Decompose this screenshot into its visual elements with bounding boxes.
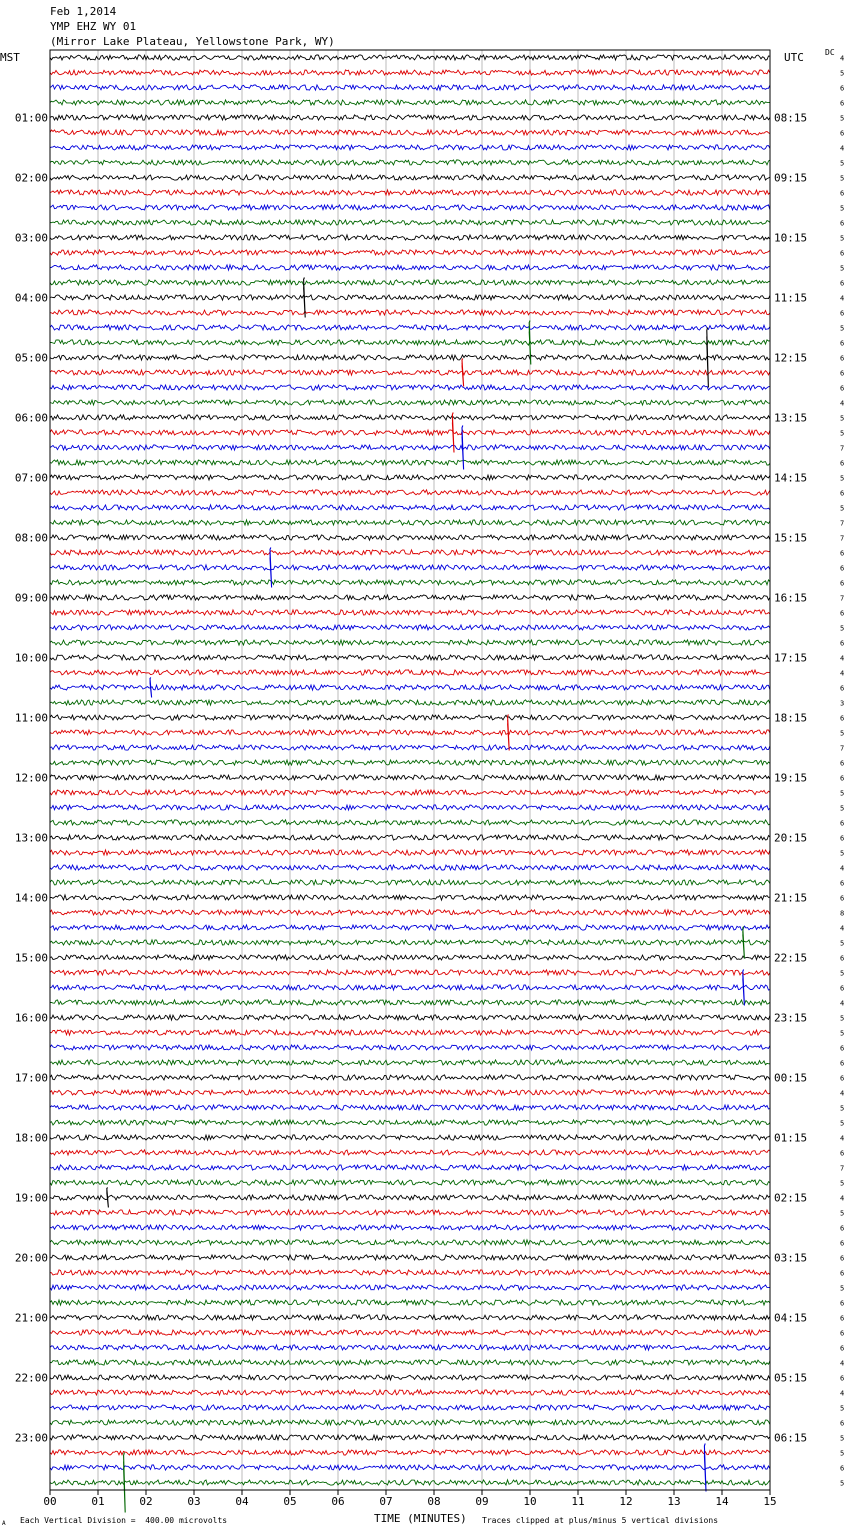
trace-row [50,370,770,375]
dc-value: 6 [840,354,845,363]
dc-value: 6 [840,1344,845,1353]
dc-value: 4 [840,1389,845,1398]
trace-row [50,835,770,840]
dc-value: 7 [840,519,845,528]
dc-value: 6 [840,84,845,93]
trace-row [50,400,770,405]
trace-row [50,145,770,150]
dc-value: 3 [840,699,845,708]
dc-value: 6 [840,189,845,198]
trace-row [50,445,770,450]
dc-value: 5 [840,1479,845,1488]
trace-row [50,1075,770,1080]
trace-row [50,1225,770,1230]
right-hour-label: 02:15 [774,1191,808,1205]
trace-row [50,520,770,525]
dc-value: 5 [840,969,845,978]
dc-value: 6 [840,1464,845,1473]
trace-row [50,1315,770,1320]
trace-row [50,535,770,540]
right-hour-label: 16:15 [774,591,808,605]
dc-value: 5 [840,114,845,123]
dc-value: 5 [840,159,845,168]
dc-value: 6 [840,759,845,768]
trace-row [50,1000,770,1005]
trace-row [50,565,770,570]
trace-row [50,925,770,930]
dc-value: 6 [840,1329,845,1338]
right-hour-label: 13:15 [774,411,808,425]
trace-row [50,115,770,120]
left-hour-label: 07:00 [14,471,48,485]
trace-row [50,670,770,675]
trace-row [50,280,770,285]
trace-row [50,1195,770,1200]
x-tick-label: 04 [235,1495,249,1508]
dc-value: 4 [840,1089,845,1098]
dc-value: 5 [840,1284,845,1293]
trace-row [50,850,770,855]
trace-row [50,235,770,240]
dc-value: 6 [840,1059,845,1068]
trace-row [50,1420,770,1425]
right-hour-label: 05:15 [774,1371,808,1385]
dc-value: 5 [840,429,845,438]
right-hour-label: 20:15 [774,831,808,845]
dc-value: 6 [840,279,845,288]
dc-value: 5 [840,474,845,483]
trace-row [50,1030,770,1035]
right-hour-label: 19:15 [774,771,808,785]
trace-row [50,895,770,900]
trace-row [50,505,770,510]
right-hour-label: 14:15 [774,471,808,485]
trace-row [50,55,770,60]
x-tick-label: 00 [43,1495,57,1508]
x-tick-label: 06 [331,1495,345,1508]
x-tick-label: 13 [667,1495,681,1508]
dc-value: 6 [840,579,845,588]
dc-value: 6 [840,1074,845,1083]
x-tick-label: 09 [475,1495,489,1508]
x-tick-label: 12 [619,1495,633,1508]
left-hour-label: 17:00 [14,1071,48,1085]
trace-row [50,475,770,480]
dc-value: 4 [840,294,845,303]
dc-value: 5 [840,1104,845,1113]
trace-row [50,955,770,960]
dc-value: 6 [840,1269,845,1278]
dc-value: 4 [840,144,845,153]
trace-row [50,415,770,420]
dc-value: 5 [840,789,845,798]
dc-value: 6 [840,1044,845,1053]
left-timezone-label: MST [0,51,20,64]
left-hour-label: 03:00 [14,231,48,245]
dc-value: 6 [840,879,845,888]
trace-row [50,1180,770,1185]
event-spike [124,1453,126,1513]
trace-row [50,295,770,300]
dc-value: 6 [840,564,845,573]
trace-row [50,580,770,585]
dc-value: 5 [840,264,845,273]
right-hour-label: 04:15 [774,1311,808,1325]
dc-value: 4 [840,999,845,1008]
scale-note: Each Vertical Division = 400.00 microvolts [20,1516,228,1525]
dc-value: 6 [840,309,845,318]
trace-row [50,685,770,690]
dc-column-label: DC [825,48,835,57]
dc-value: 6 [840,834,845,843]
trace-row [50,310,770,315]
dc-value: 5 [840,1209,845,1218]
trace-row [50,970,770,975]
dc-value: 6 [840,1224,845,1233]
x-tick-label: 05 [283,1495,297,1508]
trace-row [50,1015,770,1020]
dc-value: 6 [840,639,845,648]
trace-row [50,1060,770,1065]
trace-row [50,340,770,345]
left-hour-label: 02:00 [14,171,48,185]
trace-row [50,1165,770,1170]
trace-row [50,1045,770,1050]
dc-value: 6 [840,549,845,558]
dc-value: 5 [840,234,845,243]
trace-row [50,250,770,255]
dc-value: 6 [840,1299,845,1308]
left-hour-label: 23:00 [14,1431,48,1445]
trace-row [50,355,770,360]
dc-value: 5 [840,939,845,948]
left-hour-label: 20:00 [14,1251,48,1265]
left-hour-label: 12:00 [14,771,48,785]
dc-value: 5 [840,849,845,858]
dc-value: 7 [840,1164,845,1173]
trace-row [50,760,770,765]
dc-value: 5 [840,624,845,633]
left-hour-label: 16:00 [14,1011,48,1025]
trace-row [50,70,770,75]
left-hour-label: 05:00 [14,351,48,365]
right-hour-label: 17:15 [774,651,808,665]
right-hour-label: 08:15 [774,111,808,125]
right-hour-label: 23:15 [774,1011,808,1025]
trace-row [50,1300,770,1305]
dc-value: 5 [840,204,845,213]
trace-row [50,205,770,210]
dc-value: 7 [840,594,845,603]
trace-row [50,490,770,495]
dc-value: 6 [840,774,845,783]
right-hour-label: 10:15 [774,231,808,245]
left-hour-label: 01:00 [14,111,48,125]
trace-row [50,730,770,735]
dc-value: 5 [840,1014,845,1023]
dc-value: 4 [840,669,845,678]
dc-value: 6 [840,819,845,828]
trace-row [50,745,770,750]
trace-row [50,790,770,795]
left-hour-label: 21:00 [14,1311,48,1325]
dc-value: 5 [840,1119,845,1128]
dc-value: 5 [840,1029,845,1038]
trace-row [50,1150,770,1155]
trace-row [50,1090,770,1095]
trace-row [50,85,770,90]
axis-labels [15,55,844,1509]
left-hour-label: 11:00 [14,711,48,725]
right-hour-label: 01:15 [774,1131,808,1145]
trace-row [50,610,770,615]
trace-row [50,985,770,990]
right-hour-label: 11:15 [774,291,808,305]
right-timezone-label: UTC [784,51,804,64]
trace-row [50,190,770,195]
right-hour-label: 22:15 [774,951,808,965]
trace-row [50,865,770,870]
dc-value: 6 [840,954,845,963]
event-spike [707,328,709,388]
dc-value: 5 [840,414,845,423]
dc-value: 6 [840,384,845,393]
dc-value: 6 [840,1419,845,1428]
trace-row [50,1435,770,1440]
trace-row [50,715,770,720]
left-hour-label: 06:00 [14,411,48,425]
dc-value: 6 [840,369,845,378]
trace-row [50,1330,770,1335]
trace-row [50,265,770,270]
dc-value: 7 [840,444,845,453]
x-tick-label: 10 [523,1495,537,1508]
x-tick-label: 07 [379,1495,393,1508]
time-gridlines [98,50,722,1490]
trace-row [50,220,770,225]
x-tick-label: 03 [187,1495,201,1508]
right-hour-label: 21:15 [774,891,808,905]
trace-row [50,550,770,555]
dc-value: 4 [840,54,845,63]
trace-row [50,1240,770,1245]
trace-row [50,1360,770,1365]
dc-value: 5 [840,1179,845,1188]
dc-value: 6 [840,489,845,498]
x-tick-label: 01 [91,1495,105,1508]
trace-row [50,700,770,705]
trace-row [50,910,770,915]
trace-row [50,775,770,780]
left-hour-label: 09:00 [14,591,48,605]
dc-value: 4 [840,924,845,933]
dc-value: 6 [840,1374,845,1383]
trace-row [50,1270,770,1275]
dc-value: 6 [840,1149,845,1158]
trace-row [50,1345,770,1350]
trace-row [50,1285,770,1290]
dc-value: 6 [840,684,845,693]
dc-value: 5 [840,729,845,738]
right-hour-label: 00:15 [774,1071,808,1085]
trace-row [50,940,770,945]
dc-value: 6 [840,339,845,348]
trace-row [50,625,770,630]
dc-value: 5 [840,324,845,333]
dc-value: 5 [840,174,845,183]
dc-value: 6 [840,1239,845,1248]
trace-row [50,1450,770,1455]
clip-note: Traces clipped at plus/minus 5 vertical divisions [482,1516,719,1525]
right-hour-label: 03:15 [774,1251,808,1265]
dc-value: 6 [840,129,845,138]
dc-value: 6 [840,1254,845,1263]
left-hour-label: 19:00 [14,1191,48,1205]
event-spike [743,927,745,959]
x-tick-label: 08 [427,1495,441,1508]
x-axis-title: TIME (MINUTES) [374,1512,467,1525]
date-title: Feb 1,2014 [50,5,117,18]
left-hour-label: 14:00 [14,891,48,905]
dc-value: 6 [840,609,845,618]
dc-value: 4 [840,1134,845,1143]
trace-row [50,460,770,465]
trace-row [50,1480,770,1485]
trace-row [50,160,770,165]
trace-row [50,175,770,180]
seismic-traces [50,55,770,1485]
trace-row [50,130,770,135]
dc-value: 5 [840,69,845,78]
dc-value: 4 [840,654,845,663]
right-hour-label: 06:15 [774,1431,808,1445]
x-tick-label: 02 [139,1495,153,1508]
trace-row [50,640,770,645]
dc-value: 4 [840,864,845,873]
station-code: YMP EHZ WY 01 [50,20,137,33]
dc-value: 4 [840,399,845,408]
station-location: (Mirror Lake Plateau, Yellowstone Park, WY) [50,35,335,48]
left-hour-label: 18:00 [14,1131,48,1145]
dc-value: 6 [840,984,845,993]
trace-row [50,1390,770,1395]
x-tick-label: 15 [763,1495,777,1508]
dc-value: 4 [840,1359,845,1368]
right-hour-label: 12:15 [774,351,808,365]
trace-row [50,1465,770,1470]
right-hour-label: 09:15 [774,171,808,185]
trace-row [50,880,770,885]
trace-row [50,1210,770,1215]
left-hour-label: 13:00 [14,831,48,845]
trace-row [50,100,770,105]
dc-value: 6 [840,1314,845,1323]
dc-value: 5 [840,1434,845,1443]
left-hour-label: 22:00 [14,1371,48,1385]
dc-value: 5 [840,804,845,813]
x-tick-label: 11 [571,1495,585,1508]
event-spike [508,715,510,751]
trace-row [50,1405,770,1410]
dc-value: 5 [840,1404,845,1413]
dc-value: 6 [840,714,845,723]
trace-row [50,805,770,810]
dc-value: 6 [840,459,845,468]
left-hour-label: 10:00 [14,651,48,665]
x-tick-label: 14 [715,1495,729,1508]
dc-value: 7 [840,744,845,753]
trace-row [50,325,770,330]
trace-row [50,595,770,600]
trace-row [50,655,770,660]
trace-row [50,1135,770,1140]
dc-value: 8 [840,909,845,918]
dc-value: 6 [840,894,845,903]
right-hour-label: 18:15 [774,711,808,725]
dc-value: 7 [840,534,845,543]
dc-value: 6 [840,219,845,228]
dc-value: 5 [840,504,845,513]
trace-row [50,1105,770,1110]
trace-row [50,1375,770,1380]
dc-value: 6 [840,249,845,258]
dc-value: 5 [840,1449,845,1458]
footer-mark: A [2,1520,6,1527]
left-hour-label: 15:00 [14,951,48,965]
trace-row [50,430,770,435]
event-spike [270,548,272,588]
trace-row [50,820,770,825]
left-hour-label: 08:00 [14,531,48,545]
right-hour-label: 15:15 [774,531,808,545]
dc-value: 6 [840,99,845,108]
trace-row [50,1120,770,1125]
left-hour-label: 04:00 [14,291,48,305]
trace-row [50,1255,770,1260]
trace-row [50,385,770,390]
dc-value: 4 [840,1194,845,1203]
